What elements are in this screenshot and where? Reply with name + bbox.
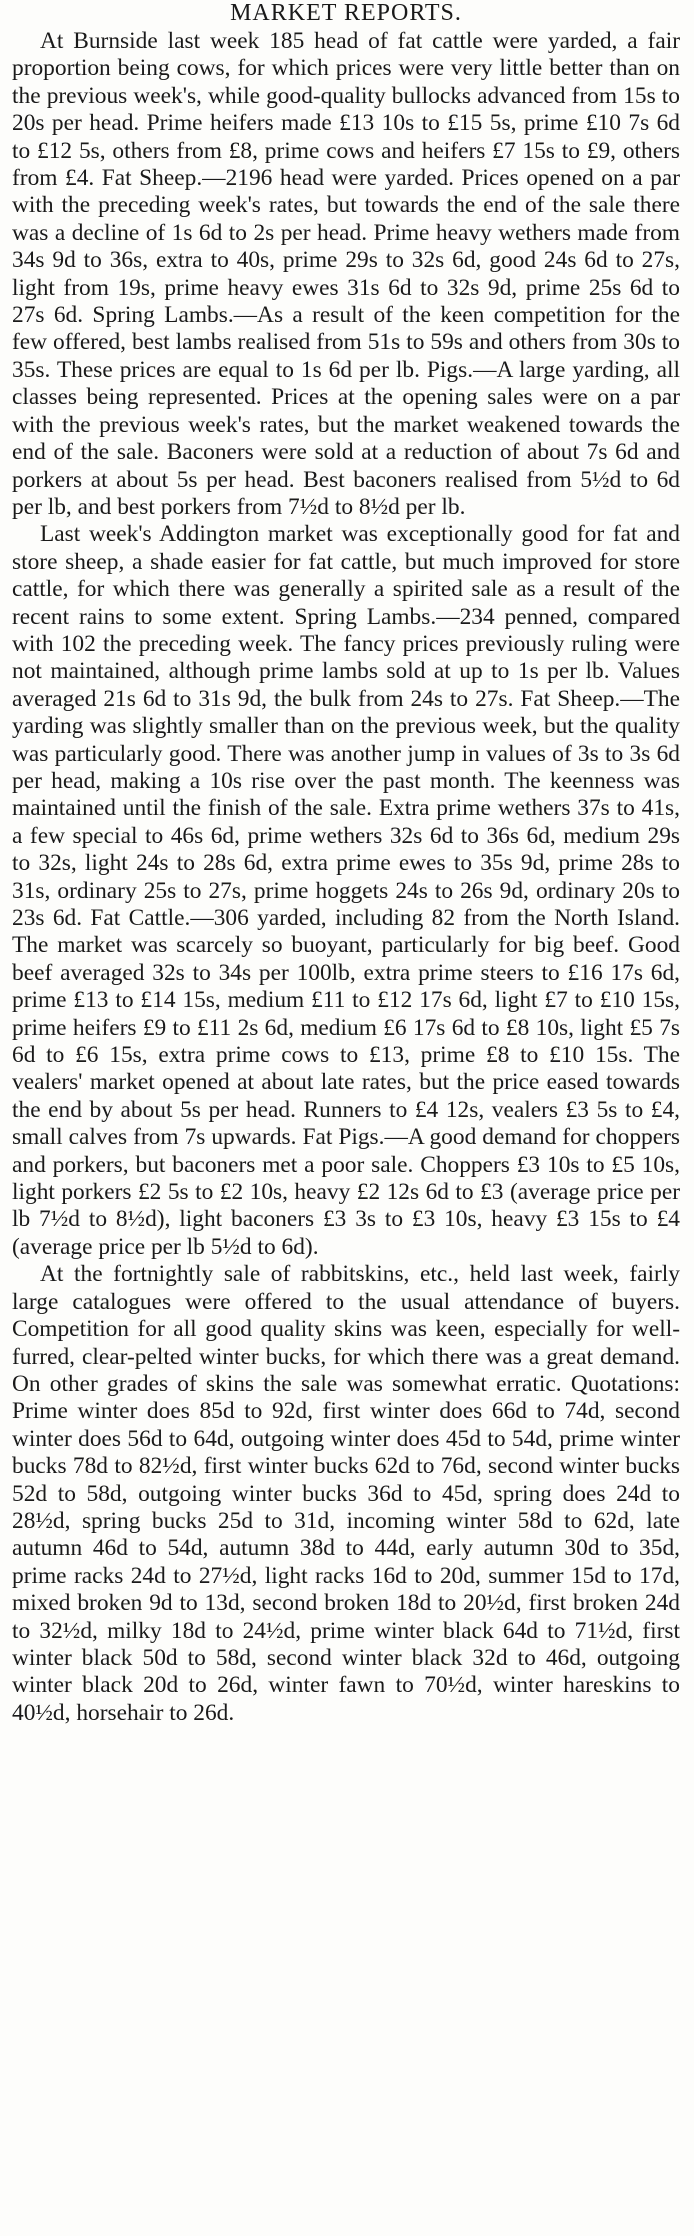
burnside-report-paragraph: At Burnside last week 185 head of fat cattle were yarded, a fair proportion being cows, for which prices were very little better than on the previous week's, while good-quality bullocks advanced from 15s to 20s per head. Prime heifers made £13 10s to £15 5s, prime £10 7s 6d to £12 5s, others from £8, prime cows and heifers £7 15s to £9, others from £4. Fat Sheep.—2196 head were yarded. Prices opened on a par with the preceding week's rates, but towards the end of the sale there was a decline of 1s 6d to 2s per head. Prime heavy wethers made from 34s 9d to 36s, extra to 40s, prime 29s to 32s 6d, good 24s 6d to 27s, light from 19s, prime heavy ewes 31s 6d to 32s 9d, prime 25s 6d to 27s 6d. Spring Lambs.—As a result of the keen competition for the few offered, best lambs realised from 51s to 59s and others from 30s to 35s. These prices are equal to 1s 6d per lb. Pigs.—A large yarding, all classes being represented. Prices at the opening sales were on a par with the previous week's rates, but the market weakened towards the end of the sale. Baconers were sold at a reduction of about 7s 6d and porkers at about 5s per head. Best baconers realised from 5½d to 6d per lb, and best porkers from 7½d to 8½d per lb. bbox=[12, 28, 680, 520]
addington-report-paragraph: Last week's Addington market was exceptionally good for fat and store sheep, a shade easier for fat cattle, but much improved for store cattle, for which there was generally a spirited sale as a result of the recent rains to some extent. Spring Lambs.—234 penned, compared with 102 the preceding week. The fancy prices previously ruling were not maintained, although prime lambs sold at up to 1s per lb. Values averaged 21s 6d to 31s 9d, the bulk from 24s to 27s. Fat Sheep.—The yarding was slightly smaller than on the previous week, but the quality was particularly good. There was another jump in values of 3s to 3s 6d per head, making a 10s rise over the past month. The keenness was maintained until the finish of the sale. Extra prime wethers 37s to 41s, a few special to 46s 6d, prime wethers 32s 6d to 36s 6d, medium 29s to 32s, light 24s to 28s 6d, extra prime ewes to 35s 9d, prime 28s to 31s, ordinary 25s to 27s, prime hoggets 24s to 26s 9d, ordinary 20s to 23s 6d. Fat Cattle.—306 yarded, including 82 from the North Island. The market was scarcely so buoyant, particularly for big beef. Good beef averaged 32s to 34s per 100lb, extra prime steers to £16 17s 6d, prime £13 to £14 15s, medium £11 to £12 17s 6d, light £7 to £10 15s, prime heifers £9 to £11 2s 6d, medium £6 17s 6d to £8 10s, light £5 7s 6d to £6 15s, extra prime cows to £13, prime £8 to £10 15s. The vealers' market opened at about late rates, but the price eased towards the end by about 5s per head. Runners to £4 12s, vealers £3 5s to £4, small calves from 7s upwards. Fat Pigs.—A good demand for choppers and porkers, but baconers met a poor sale. Choppers £3 10s to £5 10s, light porkers £2 5s to £2 10s, heavy £2 12s 6d to £3 (average price per lb 7½d to 8½d), light baconers £3 3s to £3 10s, heavy £3 15s to £4 (average price per lb 5½d to 6d). bbox=[12, 521, 680, 1260]
headline: MARKET REPORTS. bbox=[230, 0, 462, 26]
rabbitskins-report-paragraph: At the fortnightly sale of rabbitskins, etc., held last week, fairly large catalogues were offered to the usual attendance of buyers. Competition for all good quality skins was keen, especially for well-furred, clear-pelted winter bucks, for which there was a great demand. On other grades of skins the sale was somewhat erratic. Quotations: Prime winter does 85d to 92d, first winter does 66d to 74d, second winter does 56d to 64d, outgoing winter does 45d to 54d, prime winter bucks 78d to 82½d, first winter bucks 62d to 76d, second winter bucks 52d to 58d, outgoing winter bucks 36d to 45d, spring does 24d to 28½d, spring bucks 25d to 31d, incoming winter 58d to 62d, late autumn 46d to 54d, autumn 38d to 44d, early autumn 30d to 35d, prime racks 24d to 27½d, light racks 16d to 20d, summer 15d to 17d, mixed broken 9d to 13d, second broken 18d to 20½d, first broken 24d to 32½d, milky 18d to 24½d, prime winter black 64d to 71½d, first winter black 50d to 58d, second winter black 32d to 46d, outgoing winter black 20d to 26d, winter fawn to 70½d, winter hareskins to 40½d, horsehair to 26d. bbox=[12, 1261, 680, 1726]
